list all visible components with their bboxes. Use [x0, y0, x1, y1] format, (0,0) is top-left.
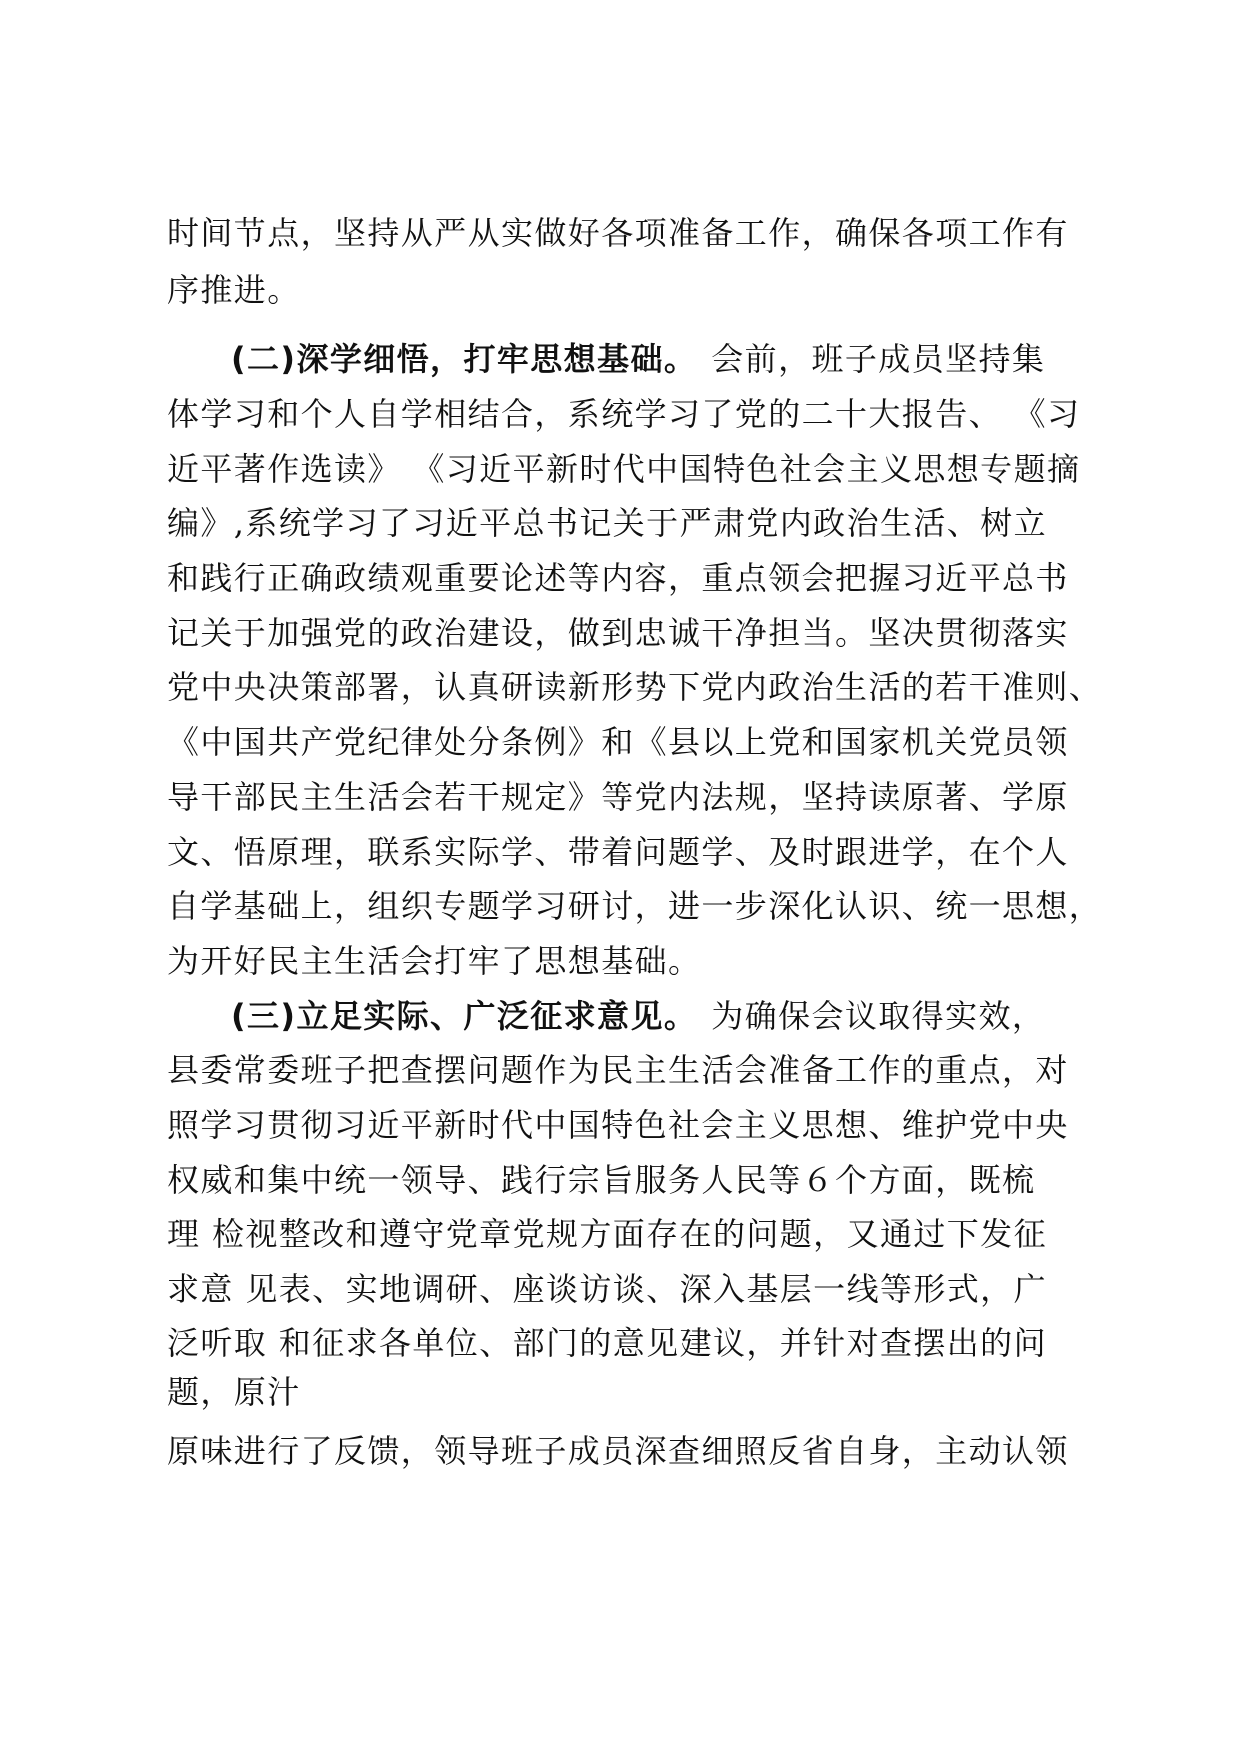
- body-line: 记关于加强党的政治建设，做到忠诚干净担当。坚决贯彻落实: [167, 614, 1069, 652]
- body-line: 导干部民主生活会若干规定》等党内法规，坚持读原著、学原: [167, 778, 1069, 816]
- body-line: 原味进行了反馈，领导班子成员深查细照反省自身，主动认领: [167, 1432, 1069, 1470]
- body-line: 照学习贯彻习近平新时代中国特色社会主义思想、维护党中央: [167, 1106, 1069, 1144]
- body-line: 和践行正确政绩观重要论述等内容，重点领会把握习近平总书: [167, 559, 1069, 597]
- body-line: 县委常委班子把查摆问题作为民主生活会准备工作的重点，对: [167, 1051, 1069, 1089]
- body-line: 编》,系统学习了习近平总书记关于严肃党内政治生活、树立: [167, 504, 1047, 542]
- section-heading: (三)立足实际、广泛征求意见。: [231, 997, 698, 1035]
- body-line: 权威和集中统一领导、践行宗旨服务人民等６个方面，既梳: [167, 1161, 1036, 1199]
- paragraph-line: [231, 339, 1045, 379]
- body-line: 文、悟原理，联系实际学、带着问题学、及时跟进学，在个人: [167, 833, 1069, 871]
- body-line: 自学基础上，组织专题学习研讨，进一步深化认识、统一思想，: [167, 887, 1103, 925]
- section-heading: (二)深学细悟，打牢思想基础。: [231, 340, 698, 378]
- body-line: 求意 见表、实地调研、座谈访谈、深入基层一线等形式，广: [167, 1270, 1047, 1308]
- body-line: 体学习和个人自学相结合，系统学习了党的二十大报告、 《习: [167, 395, 1081, 433]
- body-line: 为开好民主生活会打牢了思想基础。: [167, 942, 702, 980]
- body-line: 序推进。: [167, 271, 301, 309]
- body-line: 《中国共产党纪律处分条例》和《县以上党和国家机关党员领: [167, 723, 1069, 761]
- body-text: 会前，班子成员坚持集: [711, 340, 1046, 378]
- body-line: 党中央决策部署，认真研读新形势下党内政治生活的若干准则、: [167, 668, 1103, 706]
- body-line: 题，原汁: [167, 1373, 301, 1411]
- body-line: 时间节点，坚持从严从实做好各项准备工作，确保各项工作有: [167, 214, 1069, 252]
- body-line: 泛听取 和征求各单位、部门的意见建议，并针对查摆出的问: [167, 1324, 1047, 1362]
- body-line: 近平著作选读》 《习近平新时代中国特色社会主义思想专题摘: [167, 450, 1081, 488]
- body-line: 理 检视整改和遵守党章党规方面存在的问题，又通过下发征: [167, 1215, 1047, 1253]
- body-text: 为确保会议取得实效，: [711, 997, 1046, 1035]
- paragraph-line: [231, 996, 1045, 1036]
